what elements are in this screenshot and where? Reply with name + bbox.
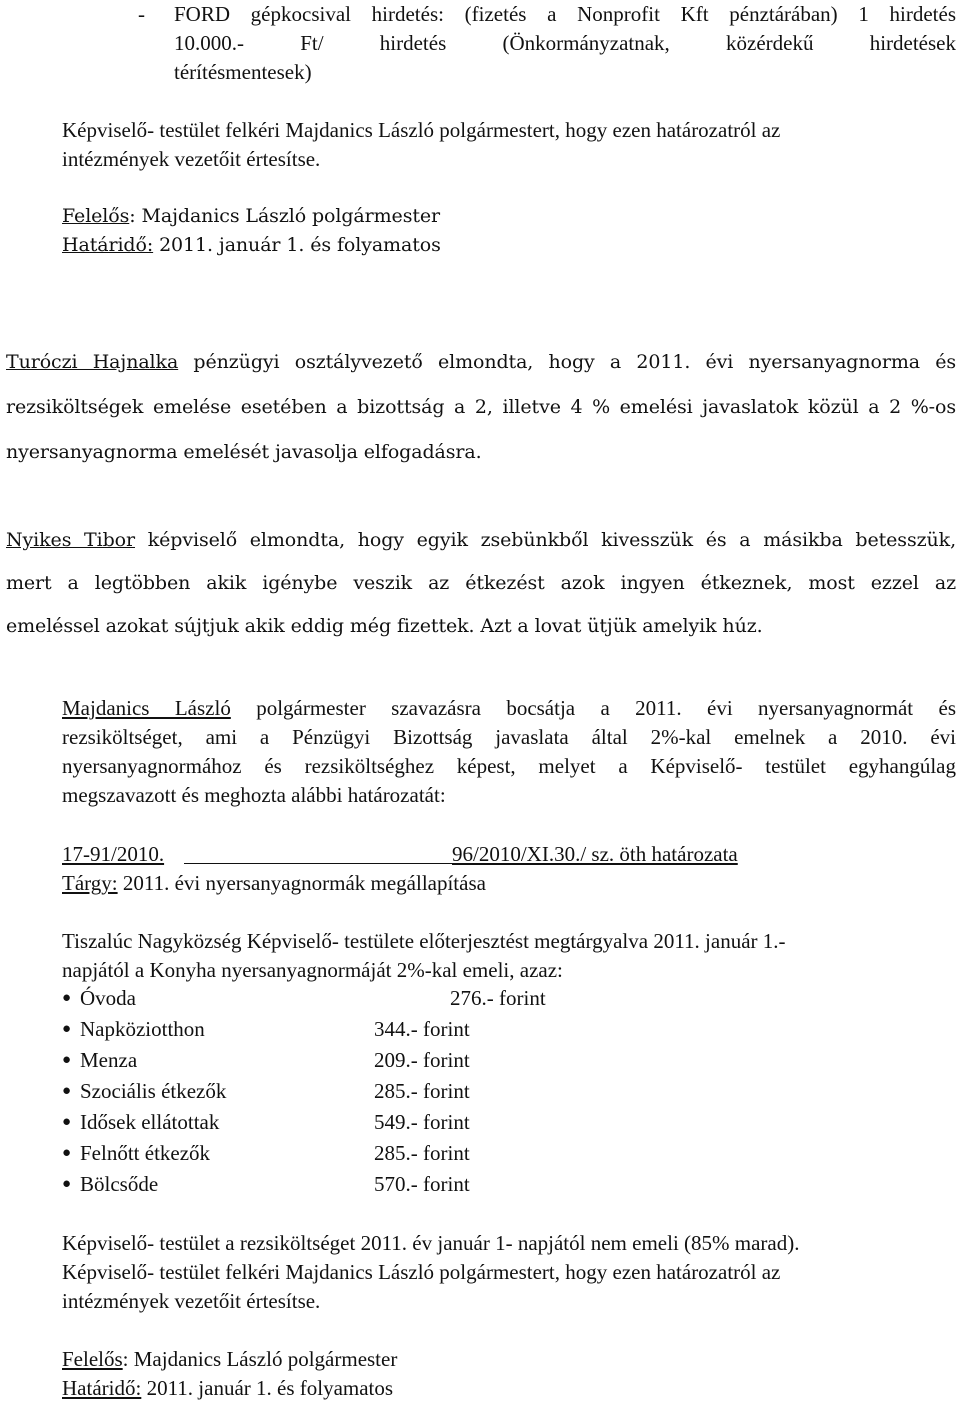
dash-bullet: - bbox=[138, 2, 145, 26]
bullet-icon: ● bbox=[62, 1145, 72, 1161]
bullet-icon: ● bbox=[62, 1114, 72, 1130]
closing-line-1: Képviselő- testület a rezsiköltséget 2011. év január 1- napjától nem emeli (85% marad). bbox=[62, 1231, 800, 1255]
resolution-number: 17-91/2010. bbox=[62, 842, 165, 866]
closing-line-3: intézmények vezetőit értesítse. bbox=[62, 1289, 321, 1313]
majdanics-line-1: Majdanics László polgármester szavazásra bocsátja a 2011. évi nyersanyagnormát és bbox=[62, 696, 957, 720]
deadline-label: Határidő: bbox=[62, 1376, 142, 1400]
bullet-icon: ● bbox=[62, 1021, 72, 1037]
subject-label: Tárgy: bbox=[62, 871, 118, 895]
majdanics-line-4: megszavazott és meghozta alábbi határozatát: bbox=[62, 783, 446, 807]
nyikes-line-1: Nyikes Tibor képviselő elmondta, hogy egyik zsebünkből kivesszük és a másikba betesszük, bbox=[6, 529, 957, 551]
responsible-label: Felelős bbox=[62, 205, 130, 227]
turoczi-line-2: rezsiköltségek emelése esetében a bizottság a 2, illetve 4 % emelési javaslatok közül a 2 %-os bbox=[6, 396, 956, 418]
tiszaluc-paragraph bbox=[62, 927, 952, 985]
list-item: ● Bölcsőde 570.- forint bbox=[62, 1170, 662, 1201]
list-item: ● Óvoda 276.- forint bbox=[62, 984, 662, 1015]
responsible-block bbox=[62, 202, 932, 260]
deadline-value: 2011. január 1. és folyamatos bbox=[153, 234, 441, 256]
notify-line-1: Képviselő- testület felkéri Majdanics László polgármestert, hogy ezen határozatról az bbox=[62, 118, 781, 142]
notify-paragraph bbox=[62, 116, 932, 174]
bullet-icon: ● bbox=[62, 1176, 72, 1192]
tiszaluc-line-2: napjától a Konyha nyersanyagnormáját 2%-kal emeli, azaz: bbox=[62, 958, 563, 982]
speaker-name: Nyikes Tibor bbox=[6, 529, 135, 551]
list-item: ● Szociális étkezők 285.- forint bbox=[62, 1077, 662, 1108]
turoczi-statement bbox=[6, 340, 956, 475]
resolution-header bbox=[62, 840, 822, 898]
bullet-icon: ● bbox=[62, 990, 72, 1006]
majdanics-vote-paragraph bbox=[62, 694, 956, 810]
ford-ad-line-3: térítésmentesek) bbox=[174, 60, 312, 84]
ford-ad-line-2: 10.000.- Ft/ hirdetés (Önkormányzatnak, közérdekű hirdetések bbox=[174, 31, 956, 55]
bullet-icon: ● bbox=[62, 1052, 72, 1068]
price-list bbox=[62, 984, 662, 1201]
list-item: ● Napköziotthon 344.- forint bbox=[62, 1015, 662, 1046]
turoczi-line-3: nyersanyagnorma emelését javasolja elfogadásra. bbox=[6, 441, 482, 463]
closing-line-2: Képviselő- testület felkéri Majdanics László polgármestert, hogy ezen határozatról az bbox=[62, 1260, 781, 1284]
list-item: ● Menza 209.- forint bbox=[62, 1046, 662, 1077]
list-item: ● Idősek ellátottak 549.- forint bbox=[62, 1108, 662, 1139]
majdanics-line-2: rezsiköltséget, ami a Pénzügyi Bizottság javaslata által 2%-kal emelnek a 2010. évi bbox=[62, 725, 956, 749]
bullet-icon: ● bbox=[62, 1083, 72, 1099]
ford-ad-line-1: FORD gépkocsival hirdetés: (fizetés a Nonprofit Kft pénztárában) 1 hirdetés bbox=[174, 2, 956, 26]
ford-ad-item bbox=[6, 0, 956, 87]
responsible-value: : Majdanics László polgármester bbox=[129, 205, 441, 227]
closing-paragraph bbox=[62, 1229, 952, 1316]
nyikes-statement bbox=[6, 519, 956, 648]
majdanics-line-3: nyersanyagnormához és rezsiköltséghez képest, melyet a Képviselő- testület egyhangúlag bbox=[62, 754, 956, 778]
responsible-block-final bbox=[62, 1345, 932, 1403]
responsible-label: Felelős bbox=[62, 1347, 123, 1371]
subject-value: 2011. évi nyersanyagnormák megállapítása bbox=[117, 871, 486, 895]
tiszaluc-line-1: Tiszalúc Nagyközség Képviselő- testülete előterjesztést megtárgyalva 2011. január 1.- bbox=[62, 929, 786, 953]
speaker-name: Turóczi Hajnalka bbox=[6, 351, 179, 373]
nyikes-line-3: emeléssel azokat sújtjuk akik eddig még fizettek. Azt a lovat ütjük amelyik húz. bbox=[6, 615, 763, 637]
nyikes-line-2: mert a legtöbben akik igénybe veszik az étkezést azok ingyen étkeznek, most ezzel az bbox=[6, 572, 956, 594]
notify-line-2: intézmények vezetőit értesítse. bbox=[62, 147, 321, 171]
responsible-value: : Majdanics László polgármester bbox=[122, 1347, 398, 1371]
deadline-value: 2011. január 1. és folyamatos bbox=[141, 1376, 394, 1400]
list-item: ● Felnőtt étkezők 285.- forint bbox=[62, 1139, 662, 1170]
deadline-label: Határidő: bbox=[62, 234, 154, 256]
resolution-reference: 96/2010/XI.30./ sz. öth határozata bbox=[452, 842, 738, 866]
speaker-name: Majdanics László bbox=[62, 696, 231, 720]
turoczi-line-1: Turóczi Hajnalka pénzügyi osztályvezető elmondta, hogy a 2011. évi nyersanyagnorma és bbox=[6, 351, 957, 373]
